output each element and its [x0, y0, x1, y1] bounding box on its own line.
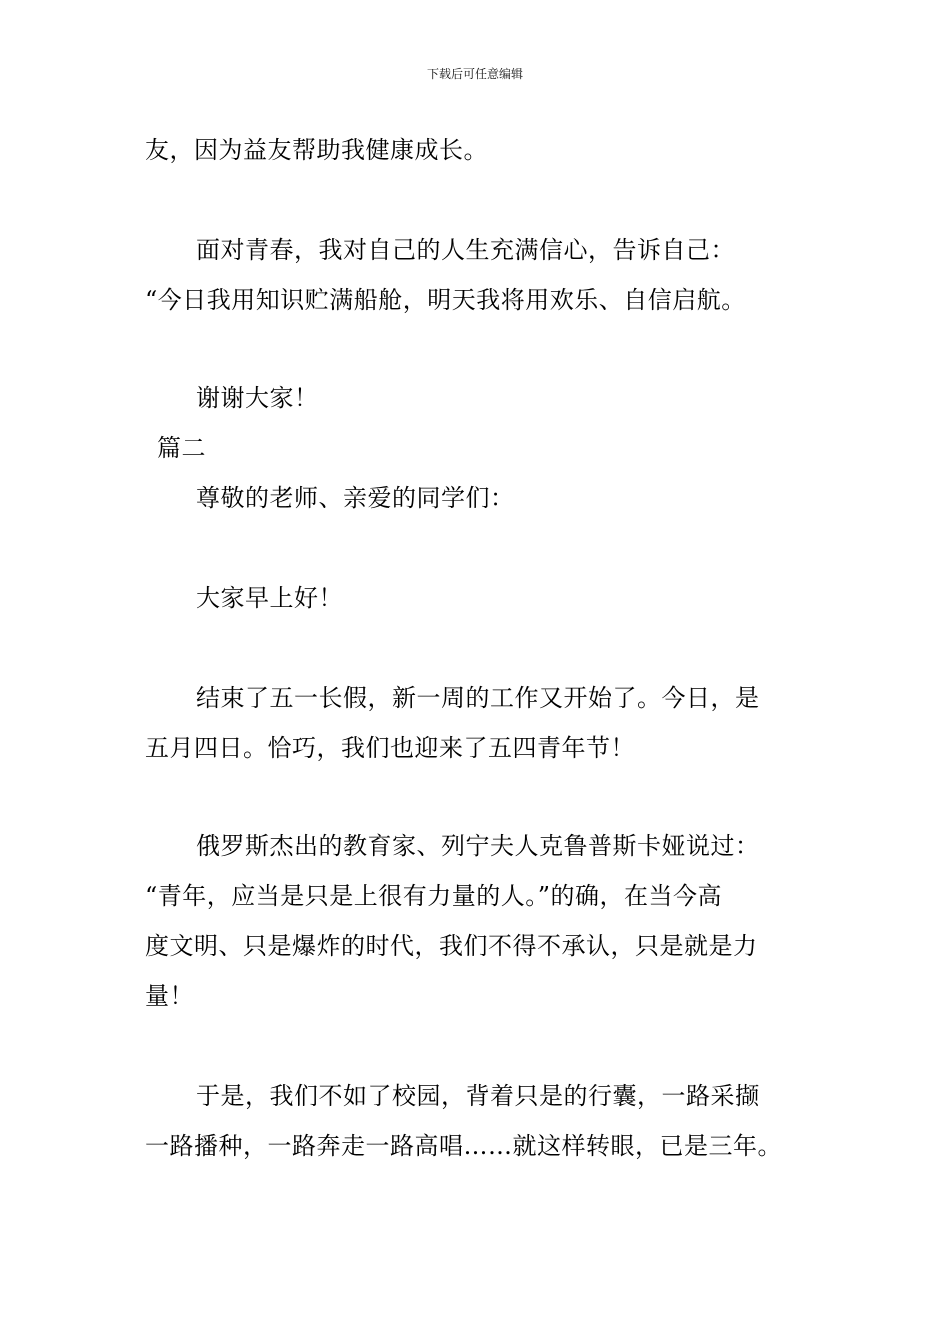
text-line-3: “今日我用知识贮满船舱，明天我将用欢乐、自信启航。: [145, 286, 746, 314]
text-line-greeting: 大家早上好！: [196, 584, 343, 612]
page-header: 下载后可任意编辑: [426, 67, 523, 81]
text-line-14: 于是，我们不如了校园，背着只是的行囊，一路采撷: [196, 1082, 760, 1110]
text-line-10: 俄罗斯杰出的教育家、列宁夫人克鲁普斯卡娅说过：: [196, 832, 760, 860]
text-line-13: 量！: [145, 982, 194, 1010]
text-line-11: “青年，应当是只是上很有力量的人。”的确，在当今高: [145, 882, 723, 910]
text-line-15: 一路播种，一路奔走一路高唱……就这样转眼，已是三年。: [145, 1132, 782, 1160]
text-line-salutation: 尊敬的老师、亲爱的同学们：: [196, 484, 515, 512]
text-line-9: 五月四日。恰巧，我们也迎来了五四青年节！: [145, 734, 635, 762]
text-line-4: 谢谢大家！: [196, 384, 319, 412]
text-line-8: 结束了五一长假，新一周的工作又开始了。今日，是: [196, 684, 760, 712]
text-line-1: 友，因为益友帮助我健康成长。: [145, 136, 488, 164]
text-line-2: 面对青春，我对自己的人生充满信心，告诉自己：: [196, 236, 735, 264]
section-heading: 篇二: [157, 434, 206, 462]
text-line-12: 度文明、只是爆炸的时代，我们不得不承认，只是就是力: [145, 932, 758, 960]
